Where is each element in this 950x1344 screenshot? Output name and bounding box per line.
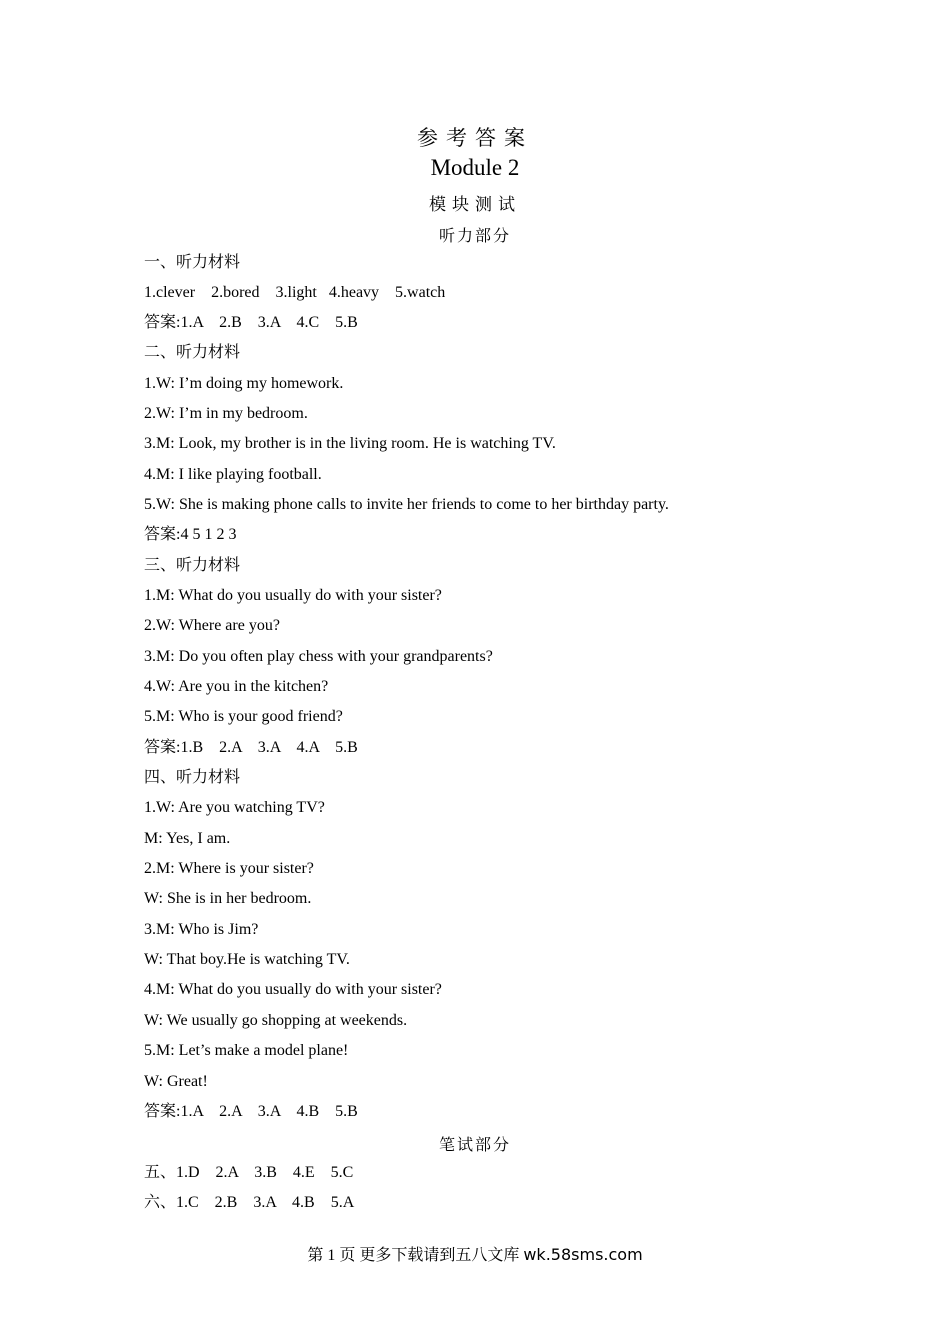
part2-line-3: 3.M: Look, my brother is in the living room. He is watching TV. (144, 435, 556, 452)
listening-part2-heading: 二、听力材料 (144, 344, 241, 361)
part3-line-5: 5.M: Who is your good friend? (144, 708, 343, 725)
part3-line-1: 1.M: What do you usually do with your sister? (144, 587, 442, 604)
part4-answers: 答案:1.A 2.A 3.A 4.B 5.B (144, 1103, 358, 1120)
part3-line-4: 4.W: Are you in the kitchen? (144, 678, 329, 695)
part3-line-2: 2.W: Where are you? (144, 617, 280, 634)
page-footer (0, 1242, 950, 1265)
footer-site-link[interactable]: wk.58sms.com (523, 1245, 643, 1264)
part4-line-2: M: Yes, I am. (144, 830, 231, 847)
part6-answers: 六、1.C 2.B 3.A 4.B 5.A (144, 1194, 355, 1211)
part4-line-6: W: That boy.He is watching TV. (144, 951, 350, 968)
part2-line-4: 4.M: I like playing football. (144, 466, 322, 483)
part4-line-5: 3.M: Who is Jim? (144, 921, 259, 938)
listening-section-title: 听力部分 (438, 228, 511, 245)
part1-answers: 答案:1.A 2.B 3.A 4.C 5.B (144, 314, 358, 331)
part5-answers: 五、1.D 2.A 3.B 4.E 5.C (144, 1164, 354, 1181)
part4-line-4: W: She is in her bedroom. (144, 890, 312, 907)
part3-answers: 答案:1.B 2.A 3.A 4.A 5.B (144, 739, 358, 756)
listening-part1-heading: 一、听力材料 (144, 254, 241, 271)
part2-line-2: 2.W: I’m in my bedroom. (144, 405, 308, 422)
answer-key-title: 参考答案 (417, 126, 533, 150)
part4-line-1: 1.W: Are you watching TV? (144, 799, 325, 816)
part4-line-3: 2.M: Where is your sister? (144, 860, 314, 877)
part4-line-9: 5.M: Let’s make a model plane! (144, 1042, 349, 1059)
part4-line-7: 4.M: What do you usually do with your sister? (144, 981, 442, 998)
part4-line-10: W: Great! (144, 1073, 208, 1090)
written-section-title: 笔试部分 (438, 1137, 511, 1154)
part3-line-3: 3.M: Do you often play chess with your grandparents? (144, 648, 493, 665)
module-test-subtitle: 模块测试 (429, 195, 521, 214)
module-title: Module 2 (430, 155, 520, 180)
footer-page-text: 第 1 页 更多下载请到五八文库 (307, 1247, 520, 1264)
listening-part4-heading: 四、听力材料 (144, 769, 241, 786)
part2-line-1: 1.W: I’m doing my homework. (144, 375, 344, 392)
listening-part3-heading: 三、听力材料 (144, 557, 241, 574)
part4-line-8: W: We usually go shopping at weekends. (144, 1012, 408, 1029)
part2-line-5: 5.W: She is making phone calls to invite her friends to come to her birthday party. (144, 496, 669, 513)
part2-answers: 答案:4 5 1 2 3 (144, 526, 237, 543)
part1-words: 1.clever 2.bored 3.light 4.heavy 5.watch (144, 284, 446, 301)
